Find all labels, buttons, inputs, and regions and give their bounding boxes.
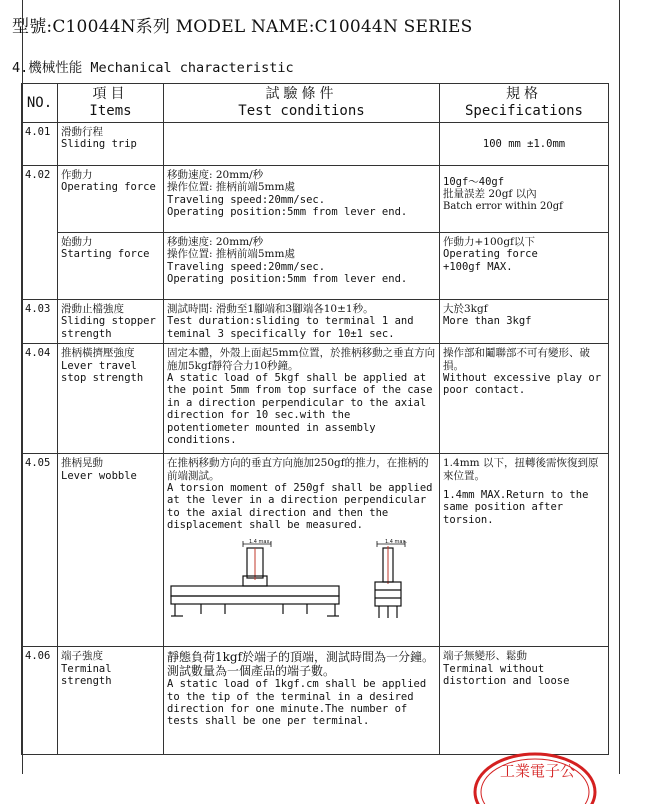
test-line: A static load of 1kgf.cm shall be applied to the tip of the terminal in a desired direction for one minute.The number of tests shall be one per terminal. [167, 678, 427, 728]
row-test-conditions [164, 166, 440, 233]
spec-line: +100gf MAX. [443, 260, 513, 273]
document-title: 型號:C10044N系列 MODEL NAME:C10044N SERIES [12, 17, 473, 37]
spec-line: 1.4mm MAX.Return to the same position after torsion. [443, 489, 589, 526]
test-line: 在推柄移動方向的垂直方向施加250gf的推力，在推柄的前端測試。 [167, 457, 429, 482]
item-zh: 推柄晃動 [61, 457, 103, 470]
row-number: 4.01 [22, 123, 58, 166]
row-spec [440, 166, 609, 233]
test-line: Traveling speed:20mm/sec. [167, 260, 326, 273]
item-en: Sliding trip [61, 138, 137, 151]
spec-line: 1.4mm 以下，扭轉後需恢復到原來位置。 [443, 457, 599, 482]
item-zh: 推柄橫擠壓強度 [61, 347, 135, 360]
table-row [22, 647, 609, 755]
spec-line: Terminal without distortion and loose [443, 662, 570, 688]
spec-line: Batch error within 20gf [443, 200, 563, 212]
table-header-row [22, 84, 609, 123]
item-zh: 端子強度 [61, 650, 103, 663]
row-item [58, 344, 164, 454]
item-zh: 作動力 [61, 169, 93, 181]
section-title: 4.機械性能 Mechanical characteristic [12, 60, 294, 76]
table-row [22, 123, 609, 166]
row-test-conditions [164, 300, 440, 344]
header-items [58, 84, 164, 123]
side-view-drawing [171, 538, 339, 616]
lever-wobble-diagram [167, 538, 429, 628]
row-spec [440, 233, 609, 300]
row-test-conditions [164, 344, 440, 454]
test-line: 靜態負荷1kgf於端子的頂端，測試時間為一分鐘。測試數量為一個產品的端子數。 [167, 650, 435, 679]
header-spec-zh: 規格 [506, 86, 542, 102]
row-test-conditions [164, 454, 440, 647]
header-test-zh: 試驗條件 [265, 86, 338, 102]
row-test-conditions [164, 647, 440, 755]
header-test-conditions [164, 84, 440, 123]
header-spec-en: Specifications [464, 103, 583, 119]
item-en: Lever travel stop strength [61, 359, 144, 385]
row-spec [440, 647, 609, 755]
test-line: 移動速度: 20mm/秒 [167, 169, 264, 181]
test-line: 移動速度: 20mm/秒 [167, 236, 264, 248]
row-item [58, 233, 164, 300]
test-line: 測試時間: 滑動至1腳端和3腳端各10±1秒。 [167, 303, 374, 315]
item-en: Operating force [61, 181, 156, 194]
table-row [22, 300, 609, 344]
company-seal-stamp [470, 744, 600, 804]
item-zh: 滑動行程 [61, 126, 103, 138]
spec-line: 操作部和鬮聯部不可有變形、破損。 [443, 347, 590, 372]
table-row [22, 454, 609, 647]
row-item [58, 300, 164, 344]
test-line: A torsion moment of 250gf shall be applied at the lever in a direction perpendicular to the axial direction and then the displacement shall be measured. [167, 482, 433, 532]
test-line: Operating position:5mm from lever end. [167, 206, 408, 219]
row-number: 4.06 [22, 647, 58, 755]
table-row [22, 233, 609, 300]
table-row [22, 166, 609, 233]
test-line: 操作位置: 推柄前端5mm處 [167, 181, 295, 194]
header-no: NO. [22, 84, 58, 123]
row-item [58, 647, 164, 755]
test-line: A static load of 5kgf shall be applied at the point 5mm from top surface of the case in a direction perpendicular to the axial direction for 10 sec.with the potentiometer mounted in assembly conditions. [167, 372, 433, 447]
row-item [58, 123, 164, 166]
item-en: Lever wobble [61, 469, 137, 482]
spec-line: 10gf～40gf [443, 176, 505, 188]
row-number: 4.03 [22, 300, 58, 344]
mechanical-spec-table [21, 83, 609, 755]
row-number: 4.04 [22, 344, 58, 454]
row-test-conditions [164, 123, 440, 166]
spec-line: 作動力+100gf以下 [443, 236, 535, 248]
row-item [58, 166, 164, 233]
row-spec [440, 123, 609, 166]
spec-line: 100 mm ±1.0mm [482, 137, 566, 150]
spec-line: 大於3kgf [443, 303, 488, 315]
row-spec [440, 344, 609, 454]
header-items-zh: 項目 [92, 86, 129, 102]
spec-line: 端子無變形、鬆動 [443, 650, 527, 663]
spec-line: More than 3kgf [443, 315, 532, 328]
item-en: Sliding stopper strength [61, 315, 156, 340]
test-line: 固定本體，外殼上面起5mm位置，於推柄移動之垂直方向施加5kgf靜符合力10秒鐘。 [167, 347, 436, 372]
item-zh: 滑動止檔強度 [61, 303, 124, 315]
header-test-en: Test conditions [238, 103, 365, 119]
test-line: 操作位置: 推柄前端5mm處 [167, 248, 295, 261]
item-zh: 始動力 [61, 236, 93, 248]
table-row [22, 344, 609, 454]
test-line: Operating position:5mm from lever end. [167, 273, 408, 286]
row-item [58, 454, 164, 647]
header-specifications [440, 84, 609, 123]
item-en: Starting force [61, 248, 150, 261]
spec-line: Without excessive play or poor contact. [443, 372, 602, 397]
figure-label: 1.4 max. [249, 538, 272, 545]
spec-line: 批量誤差 20gf 以內 [443, 188, 537, 201]
item-en: Terminal strength [61, 662, 112, 688]
row-spec [440, 300, 609, 344]
spec-line: Operating force [443, 248, 538, 261]
row-test-conditions [164, 233, 440, 300]
test-line: Traveling speed:20mm/sec. [167, 193, 326, 206]
row-spec [440, 454, 609, 647]
row-number: 4.05 [22, 454, 58, 647]
stamp-text: 工業電子公 [500, 762, 576, 780]
row-number: 4.02 [22, 166, 58, 300]
test-line: Test duration:sliding to terminal 1 and teminal 3 specifically for 10±1 sec. [167, 315, 414, 340]
figure-label: 1.4 max. [385, 538, 408, 545]
header-items-en: Items [89, 103, 132, 119]
